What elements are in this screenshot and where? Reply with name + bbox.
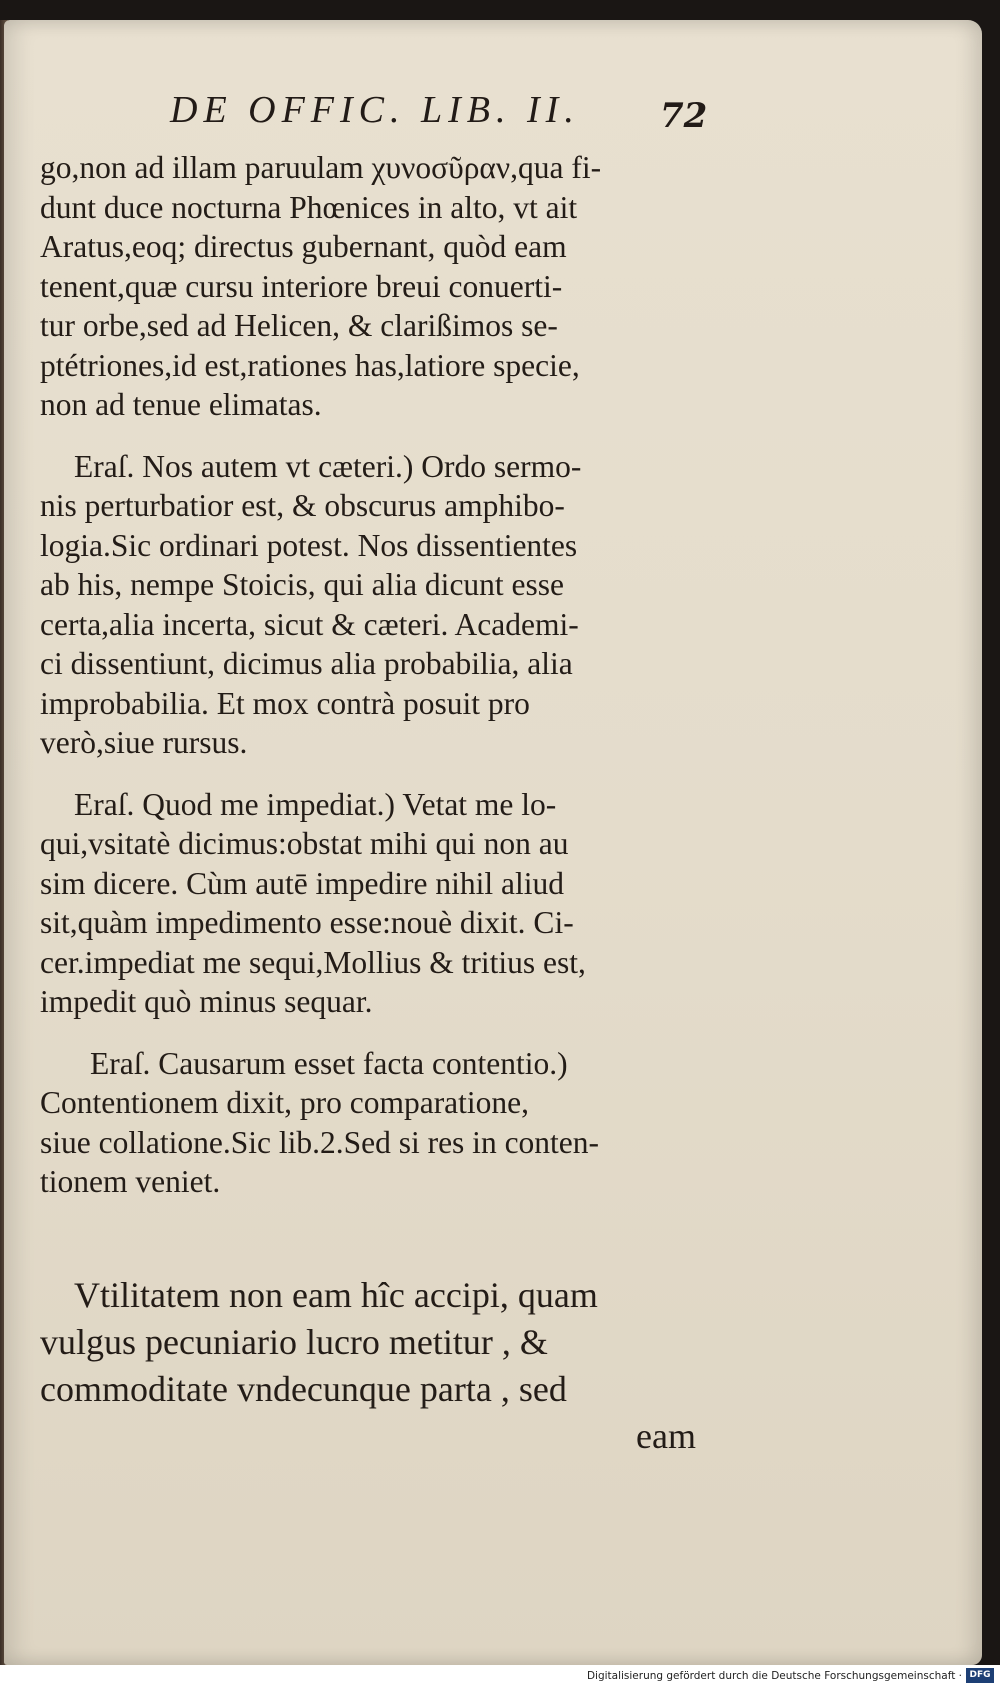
text-line: tur orbe,sed ad Helicen, & clarißimos se- bbox=[40, 308, 558, 343]
text-line: go,non ad illam paruulam χυνοσῦραν,qua fi- bbox=[40, 150, 602, 185]
text-line: improbabilia. Et mox contrà posuit pro bbox=[40, 685, 530, 721]
text-line: ci dissentiunt, dicimus alia probabilia, alia bbox=[40, 646, 573, 681]
page-text bbox=[40, 148, 700, 1460]
text-line: qui,vsitatè dicimus:obstat mihi qui non au bbox=[40, 826, 569, 861]
text-line: cer.impediat me sequi,Mollius & tritius est, bbox=[40, 944, 586, 980]
dfg-logo-icon: DFG bbox=[966, 1668, 994, 1683]
text-line: ab his, nempe Stoicis, qui alia dicunt esse bbox=[40, 567, 565, 602]
main-text-block bbox=[40, 1272, 700, 1460]
text-line: siue collatione.Sic lib.2.Sed si res in conten- bbox=[40, 1124, 600, 1160]
commentary-block-3 bbox=[40, 785, 700, 1022]
digitization-credit: Digitalisierung gefördert durch die Deutsche Forschungsgemeinschaft · bbox=[586, 1670, 962, 1682]
text-line: commoditate vndecunque parta , sed bbox=[40, 1368, 567, 1409]
text-line: tionem veniet. bbox=[40, 1164, 221, 1199]
text-line: vulgus pecuniario lucro metitur , & bbox=[40, 1321, 548, 1362]
text-line: ptétriones,id est,rationes has,latiore specie, bbox=[40, 347, 580, 383]
text-line: dunt duce nocturna Phœnices in alto, vt ait bbox=[40, 189, 578, 225]
text-line: non ad tenue elimatas. bbox=[40, 387, 322, 422]
text-line: tenent,quæ cursu interiore breui conuerti- bbox=[40, 268, 563, 304]
text-line: Aratus,eoq; directus gubernant, quòd eam bbox=[40, 229, 567, 264]
commentary-block-4 bbox=[40, 1044, 700, 1202]
commentary-block-2 bbox=[40, 447, 700, 763]
catchword: eam bbox=[636, 1415, 696, 1456]
text-line: Eraſ. Nos autem vt cæteri.) Ordo sermo- bbox=[74, 448, 582, 484]
text-line: Contentionem dixit, pro comparatione, bbox=[40, 1085, 530, 1120]
text-line: sit,quàm impedimento esse:nouè dixit. Ci- bbox=[40, 905, 574, 940]
text-line: logia.Sic ordinari potest. Nos dissentientes bbox=[40, 527, 578, 563]
commentary-block-1 bbox=[40, 148, 700, 425]
text-line: sim dicere. Cùm autē impedire nihil aliud bbox=[40, 865, 564, 901]
text-line: nis perturbatior est, & obscurus amphibo- bbox=[40, 488, 565, 523]
text-line: impedit quò minus sequar. bbox=[40, 984, 373, 1019]
text-line: verò,siue rursus. bbox=[40, 725, 248, 760]
page-number: 72 bbox=[660, 96, 708, 136]
text-line: Eraſ. Quod me impediat.) Vetat me lo- bbox=[74, 786, 557, 822]
running-head: DE OFFIC. LIB. II. bbox=[170, 89, 580, 131]
text-line: Eraſ. Causarum esset facta contentio.) bbox=[90, 1045, 568, 1081]
footer-bar bbox=[0, 1665, 1000, 1690]
text-line: certa,alia incerta, sicut & cæteri. Academi- bbox=[40, 606, 579, 642]
text-line: Vtilitatem non eam hîc accipi, quam bbox=[74, 1274, 598, 1315]
